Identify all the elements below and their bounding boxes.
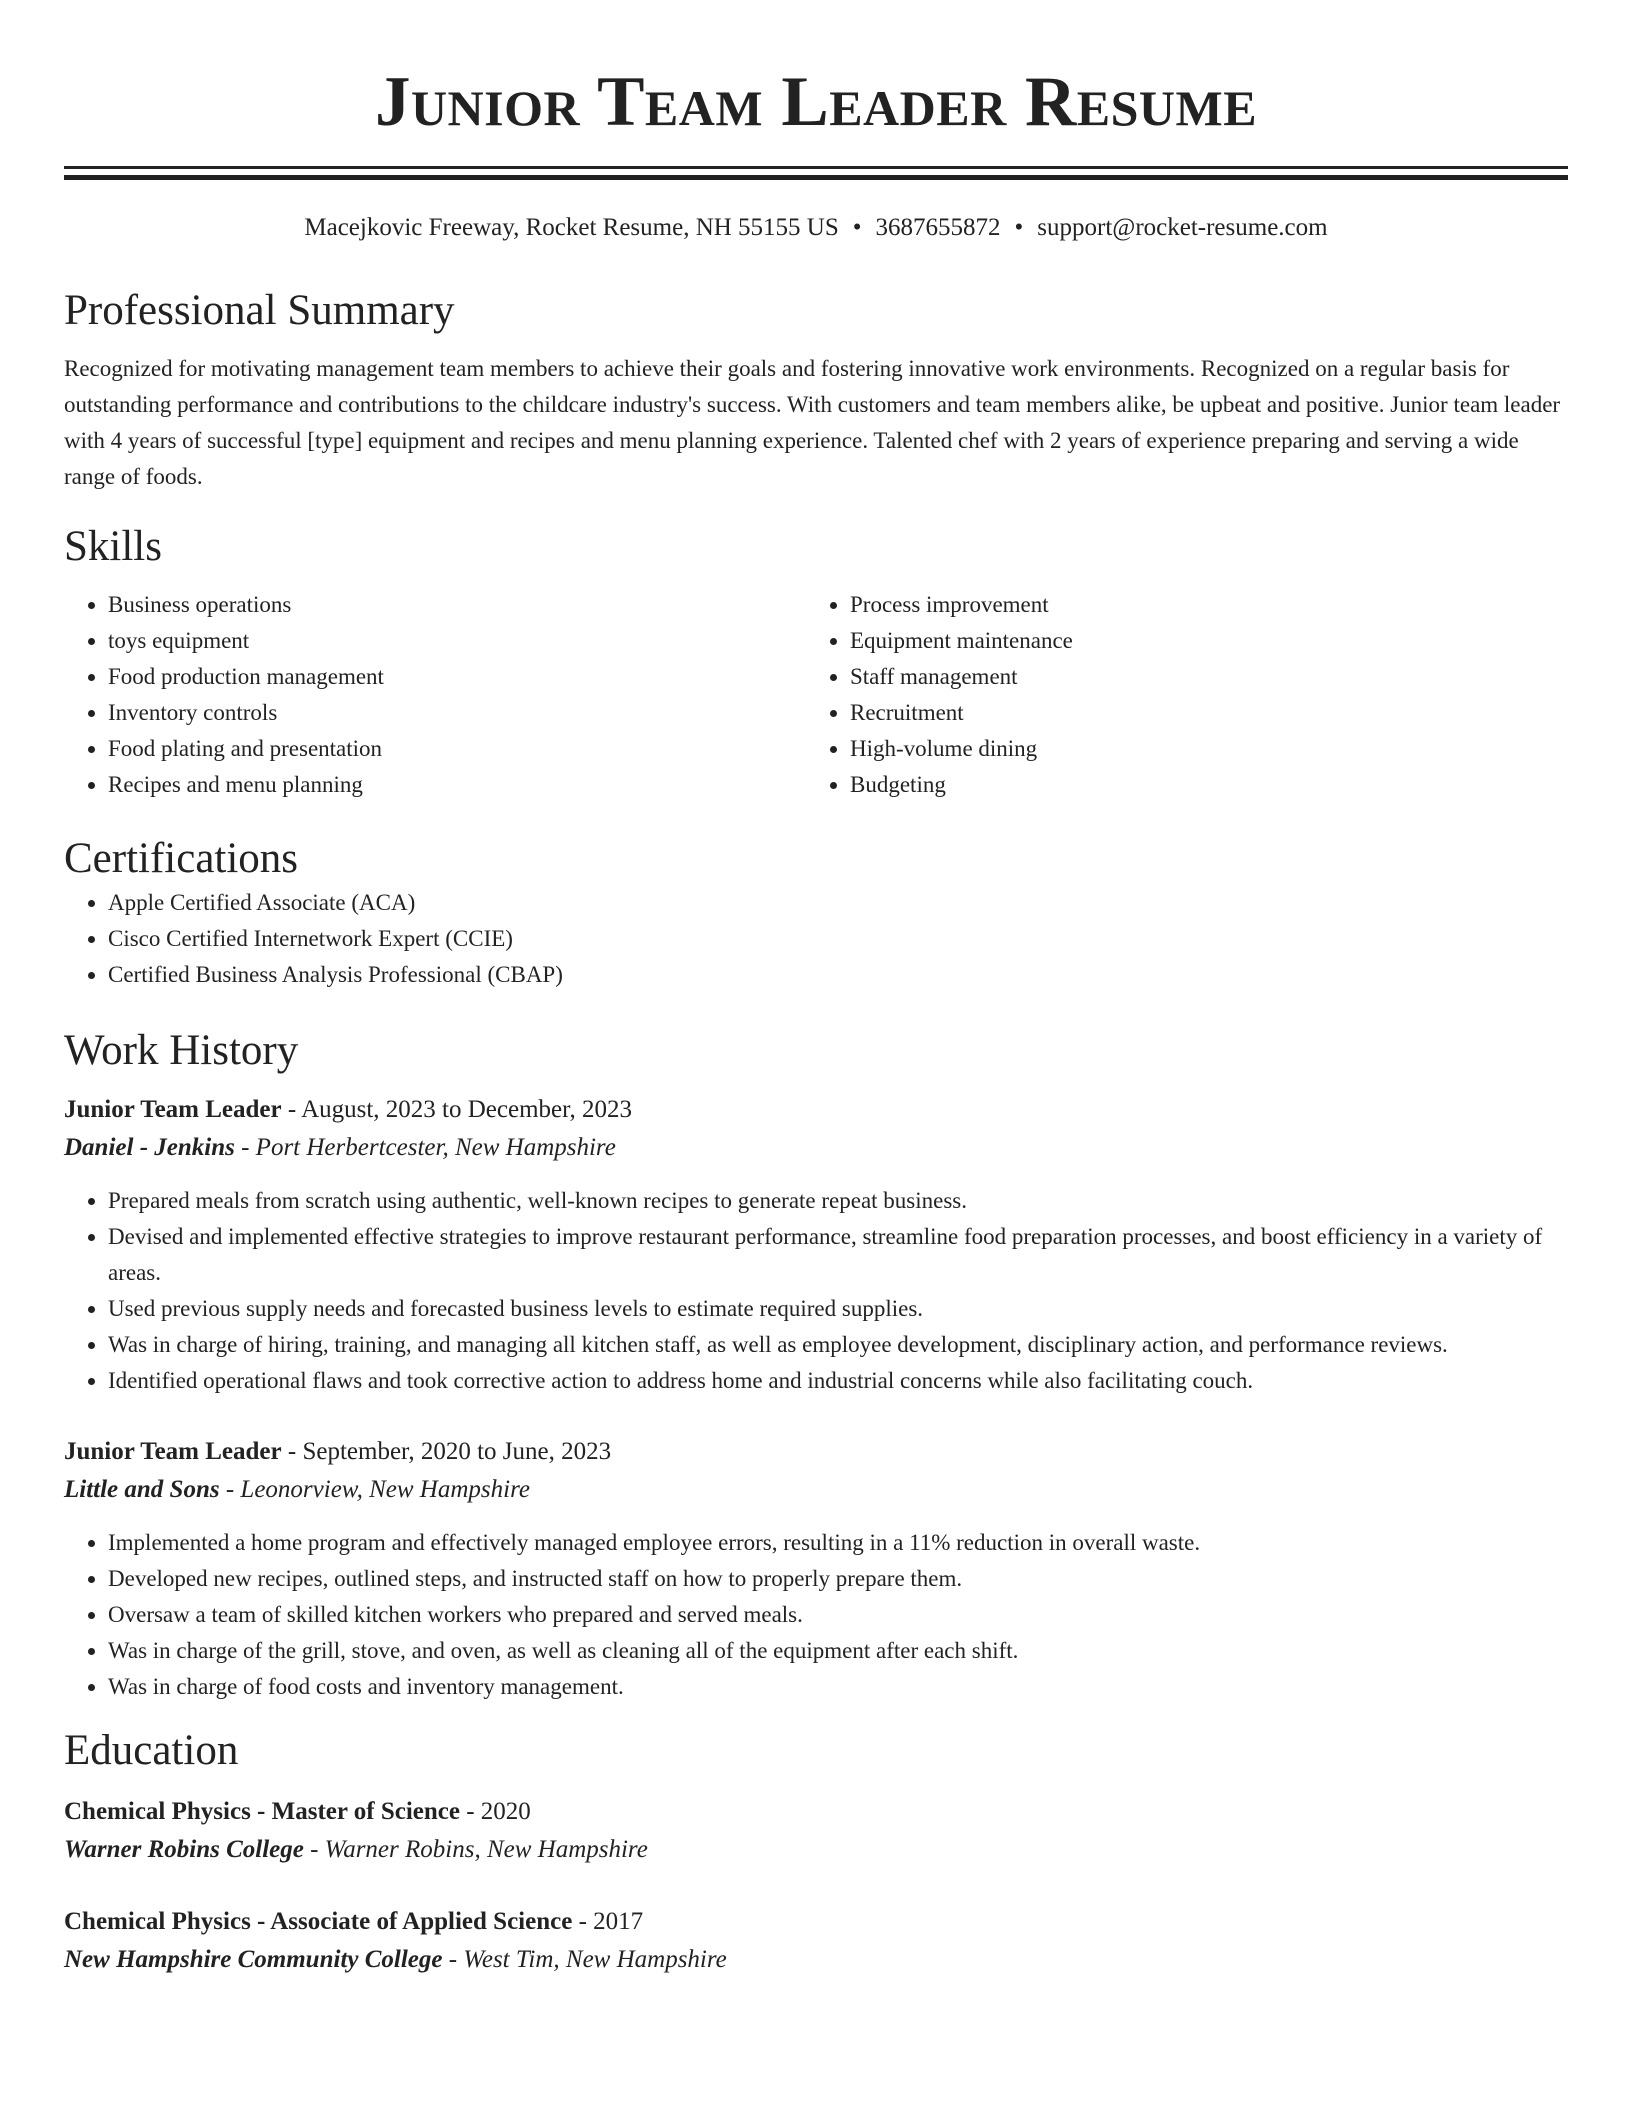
education-header [64,1903,1568,1941]
company-location: - Leonorview, New Hampshire [219,1476,530,1503]
contact-line [64,213,1568,243]
school-name: New Hampshire Community College [64,1946,443,1973]
skill-item: • Staff management [850,659,1548,695]
job-duty: • Identified operational flaws and took corrective action to address home and industrial concerns while also facilitating couch. [108,1363,1568,1399]
school-name: Warner Robins College [64,1836,304,1863]
skills-section [64,521,1568,803]
section-heading: Certifications [64,835,299,882]
certifications-section [64,833,1568,993]
section-heading: Education [64,1727,239,1774]
contact-email: support@rocket-resume.com [1037,214,1328,241]
job-employer [64,1471,1568,1509]
job-title: Junior Team Leader [64,1438,282,1465]
contact-phone: 3687655872 [875,214,1001,241]
job-duty: • Was in charge of food costs and inventory management. [108,1669,1568,1705]
title-rule-top [64,166,1568,169]
job-title: Junior Team Leader [64,1096,282,1123]
job-entry [64,1091,1568,1399]
company-name: Daniel - Jenkins [64,1134,235,1161]
skills-list-left [64,587,806,803]
skill-item: • Food plating and presentation [108,731,806,767]
education-entry [64,1903,1568,1979]
job-header [64,1433,1568,1471]
skill-item: • High-volume dining [850,731,1548,767]
school-location: - Warner Robins, New Hampshire [303,1836,648,1863]
company-location: - Port Herbertcester, New Hampshire [234,1134,616,1161]
certification-item: • Certified Business Analysis Professional (CBAP) [108,957,1568,993]
job-header [64,1091,1568,1129]
resume-title: Junior Team Leader Resume [374,63,1258,141]
job-duties-list [64,1525,1568,1705]
job-duty: • Was in charge of the grill, stove, and oven, as well as cleaning all of the equipment after each shift. [108,1633,1568,1669]
graduation-year: - 2020 [459,1798,531,1825]
skill-item: • Budgeting [850,767,1548,803]
skill-item: • toys equipment [108,623,806,659]
certification-item: • Apple Certified Associate (ACA) [108,885,1568,921]
skill-item: • Recipes and menu planning [108,767,806,803]
contact-separator: • [1014,214,1024,241]
skill-item: • Process improvement [850,587,1548,623]
title-rule-bottom [64,175,1568,180]
job-duty: • Used previous supply needs and forecasted business levels to estimate required supplies. [108,1291,1568,1327]
job-dates: - August, 2023 to December, 2023 [281,1096,632,1123]
job-duty: • Oversaw a team of skilled kitchen workers who prepared and served meals. [108,1597,1568,1633]
job-duty: • Devised and implemented effective strategies to improve restaurant performance, streamline food preparation processes, and boost efficiency in a variety of areas. [108,1219,1568,1291]
job-employer [64,1129,1568,1167]
school-location: - West Tim, New Hampshire [442,1946,727,1973]
job-duties-list [64,1183,1568,1399]
job-duty: • Implemented a home program and effectively managed employee errors, resulting in a 11% reduction in overall waste. [108,1525,1568,1561]
job-dates: - September, 2020 to June, 2023 [281,1438,612,1465]
section-heading: Work History [64,1027,299,1074]
contact-separator: • [852,214,862,241]
education-school [64,1831,1568,1869]
degree: Chemical Physics - Associate of Applied Science [64,1908,573,1935]
degree: Chemical Physics - Master of Science [64,1798,460,1825]
certification-item: • Cisco Certified Internetwork Expert (CCIE) [108,921,1568,957]
education-header [64,1793,1568,1831]
summary-text: Recognized for motivating management team members to achieve their goals and fostering innovative work environments. Recognized on a regular basis for outstanding performance and contributions to the childcare industry's success. With customers and team members alike, be upbeat and positive. Junior team leader with 4 years of successful [type] equipment and recipes and menu planning experience. Talented chef with 2 years of experience preparing and serving a wide range of foods. [64,356,1561,489]
skills-columns [64,587,1568,803]
job-duty: • Was in charge of hiring, training, and managing all kitchen staff, as well as employee development, disciplinary action, and performance reviews. [108,1327,1568,1363]
work-history-section [64,1025,1568,1705]
education-entry [64,1793,1568,1869]
job-entry [64,1433,1568,1705]
contact-address: Macejkovic Freeway, Rocket Resume, NH 55155 US [304,214,839,241]
company-name: Little and Sons [64,1476,220,1503]
section-heading: Skills [64,523,162,570]
skill-item: • Equipment maintenance [850,623,1548,659]
section-heading: Professional Summary [64,287,455,334]
certifications-list [64,885,1568,993]
skill-item: • Recruitment [850,695,1548,731]
skill-item: • Inventory controls [108,695,806,731]
job-duty: • Developed new recipes, outlined steps, and instructed staff on how to properly prepare them. [108,1561,1568,1597]
graduation-year: - 2017 [572,1908,644,1935]
education-section [64,1725,1568,1979]
professional-summary-section [64,285,1568,495]
job-duty: • Prepared meals from scratch using authentic, well-known recipes to generate repeat business. [108,1183,1568,1219]
skills-list-right [806,587,1548,803]
education-school [64,1941,1568,1979]
skill-item: • Food production management [108,659,806,695]
skill-item: • Business operations [108,587,806,623]
